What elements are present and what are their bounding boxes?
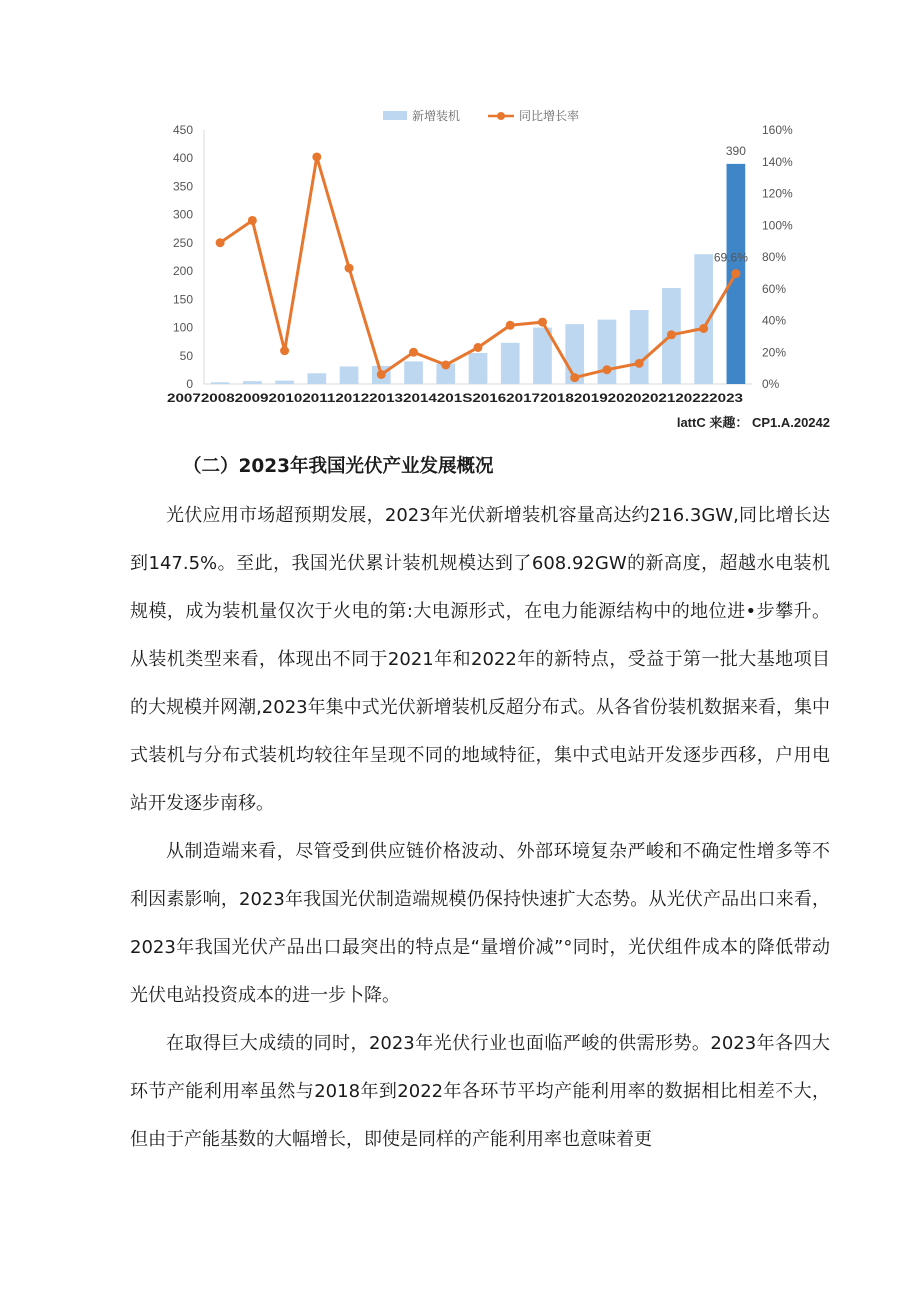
y-left-tick: 250	[172, 235, 193, 250]
y-left-tick: 350	[172, 179, 193, 194]
line-point	[506, 321, 515, 330]
line-point	[345, 264, 354, 273]
y-left-tick: 50	[179, 348, 193, 363]
y-left-tick: 400	[172, 151, 193, 166]
y-right-tick: 20%	[762, 345, 787, 360]
bar	[211, 382, 230, 384]
line-point	[635, 359, 644, 368]
line-point	[409, 348, 418, 357]
line-point	[216, 238, 225, 247]
y-left-tick: 0	[186, 377, 193, 391]
bar	[275, 381, 294, 384]
line-point	[538, 318, 547, 327]
bar	[501, 343, 520, 384]
paragraph-2: 从制造端来看，尽管受到供应链价格波动、外部环境复杂严峻和不确定性增多等不利因素影响，2023年我国光伏制造端规模仍保持快速扩大态势。从光伏产品出口来看，2023年我国光伏产品出口最突出的特点是“量增价减”°同时，光伏组件成本的降低带动光伏电站投资成本的进一步卜降。	[130, 841, 830, 1006]
y-right-tick: 80%	[762, 250, 787, 264]
line-point	[699, 324, 708, 333]
line-point	[602, 365, 611, 374]
bar-data-label: 390	[725, 143, 746, 158]
source-note: lattC 来趣： CP1.A.20242	[676, 415, 830, 430]
y-right-tick: 0%	[762, 377, 780, 391]
body-text	[130, 492, 830, 1164]
legend-line-label: 同比增长率	[519, 109, 580, 123]
legend-line-marker	[497, 112, 505, 120]
line-point	[248, 216, 257, 225]
chart-legend	[383, 108, 579, 123]
bar	[598, 320, 617, 384]
section-heading: （二）2023年我国光伏产业发展概况	[183, 456, 494, 477]
paragraph-1: 光伏应用市场超预期发展，2023年光伏新增装机容量高达约216.3GW,同比增长达到147.5%。至此，我国光伏累计装机规模达到了608.92GW的新高度，超越水电装机规模，成为装机量仅次于火电的第:大电源形式，在电力能源结构中的地位进•步攀升。从装机类型来看，体现出不同于2021年和2022年的新特点，受益于第一批大基地项目的大规模并网潮,2023年集中式光伏新增装机反超分布式。从各省份装机数据来看，集中式装机与分布式装机均较往年呈现不同的地域特征，集中式电站开发逐步西移，户用电站开发逐步南移。	[130, 505, 830, 814]
bar	[307, 373, 326, 384]
paragraph-3: 在取得巨大成绩的同时，2023年光伏行业也面临严峻的供需形势。2023年各四大环节产能利用率虽然与2018年到2022年各环节平均产能利用率的数据相比相差不大，但由于产能基数的大幅增长，即使是同样的产能利用率也意味着更	[130, 1033, 830, 1150]
legend-bar-label: 新增装机	[412, 109, 461, 123]
line-point	[474, 343, 483, 352]
bar	[469, 353, 488, 384]
y-left-tick: 300	[172, 207, 193, 222]
bar	[243, 381, 262, 384]
y-left-tick: 450	[172, 123, 193, 137]
y-axis-left	[173, 123, 204, 391]
line-point	[280, 346, 289, 355]
y-left-tick: 100	[172, 320, 193, 335]
y-right-tick: 120%	[762, 186, 793, 201]
y-left-tick: 150	[172, 292, 193, 307]
y-right-tick: 100%	[762, 218, 793, 233]
y-right-tick: 40%	[762, 313, 787, 328]
bar	[340, 367, 359, 384]
line-point	[570, 373, 579, 382]
y-left-tick: 200	[172, 264, 193, 279]
line-data-label: 69.6%	[713, 250, 748, 265]
y-right-tick: 160%	[762, 123, 793, 137]
installation-chart	[0, 0, 920, 440]
line-series	[216, 152, 741, 382]
legend-bar-swatch	[383, 111, 407, 120]
y-right-tick: 60%	[762, 281, 787, 296]
line-point	[667, 330, 676, 339]
y-right-tick: 140%	[762, 154, 793, 169]
line-point	[441, 360, 450, 369]
bar	[630, 310, 649, 384]
line-point	[312, 152, 321, 161]
x-axis-labels: 20072008200920102011201220132014201S2016201720182019202020212022​2023	[167, 393, 743, 405]
bar	[404, 361, 423, 384]
line-point	[731, 269, 740, 278]
line-point	[377, 370, 386, 379]
